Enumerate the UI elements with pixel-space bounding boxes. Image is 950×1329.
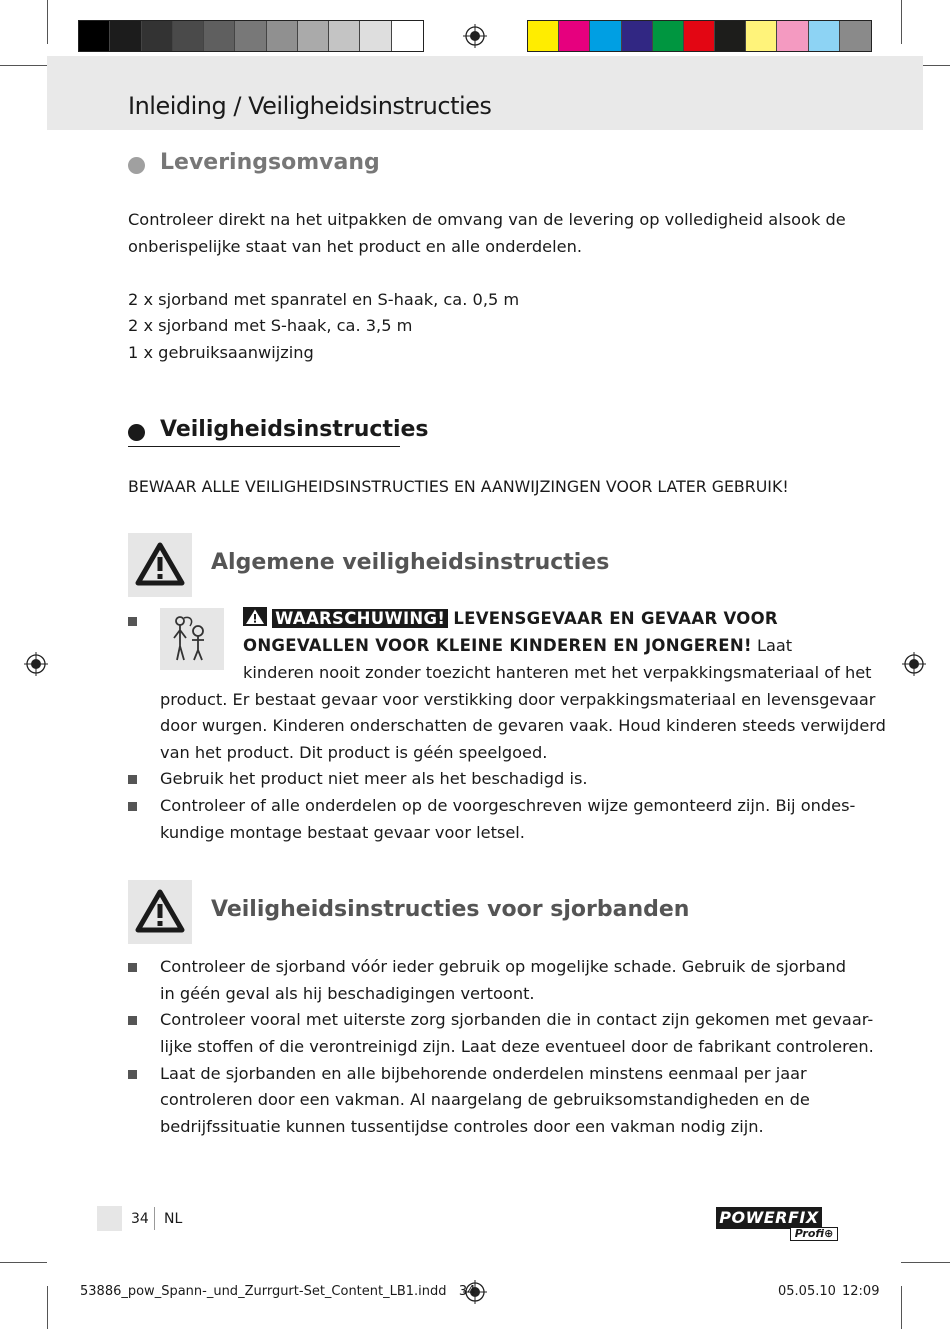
list-item: lijke stoffen of die verontreinigd zijn. Laat deze eventueel door de fabrikant controleren. [160,1037,874,1056]
warning-triangle-icon [128,880,192,944]
footer-page-box [97,1206,122,1231]
list-bullet [128,1070,137,1079]
powerfix-logo [716,1207,838,1241]
paragraph-text: product. Er bestaat gevaar voor verstikking door verpakkingsmateriaal en levensgevaar [160,690,876,709]
crop-mark [0,65,47,66]
paragraph-text: van het product. Dit product is géén speelgoed. [160,743,548,762]
section-bullet-icon [128,424,145,441]
crop-mark [901,1262,950,1263]
color-swatch [590,21,621,51]
slug-date: 05.05.10 [778,1284,836,1299]
crop-mark [47,1286,48,1329]
slug-filename: 53886_pow_Spann-_und_Zurrgurt-Set_Content_LB1.indd 34 [80,1284,476,1299]
registration-mark-icon [463,24,487,48]
list-bullet [128,802,137,811]
registration-mark-icon [24,652,48,676]
warning-triangle-icon [128,533,192,597]
color-swatch [684,21,715,51]
warning-line: ONGEVALLEN VOOR KLEINE KINDEREN EN JONGEREN! [243,636,752,655]
color-swatch [142,21,173,51]
paragraph-text: Laat [756,636,793,655]
brand-sub-text: Profi [794,1227,825,1240]
warning-heading-line [243,606,778,633]
color-swatch [840,21,871,51]
brand-name: POWERFIX [716,1207,822,1229]
registration-mark-icon [902,652,926,676]
color-swatch [622,21,653,51]
levering-item: 2 x sjorband met spanratel en S-haak, ca. 0,5 m [128,290,520,309]
color-swatch [528,21,559,51]
slug-time: 12:09 [842,1284,880,1299]
list-item: kundige montage bestaat gevaar voor letsel. [160,823,525,842]
crop-mark [0,1262,47,1263]
list-bullet [128,775,137,784]
color-swatch [298,21,329,51]
plus-circle-icon: ⊕ [824,1227,834,1240]
section-heading-sjorbanden: Veiligheidsinstructies voor sjorbanden [211,897,690,922]
heading-underline [128,446,400,447]
crop-mark [901,0,902,44]
list-bullet [128,963,137,972]
color-swatch [204,21,235,51]
color-swatch [360,21,391,51]
section-heading-levering: Leveringsomvang [160,150,380,175]
color-swatch [777,21,808,51]
page-title: Inleiding / Veiligheidsinstructies [128,92,492,120]
language-code: NL [164,1211,183,1227]
warning-heading-line [243,633,792,660]
warning-box [128,880,192,944]
grayscale-color-bar [78,20,424,52]
paragraph-text: door wurgen. Kinderen onderschatten de gevaren vaak. Houd kinderen steeds verwijderd [160,716,886,735]
list-bullet [128,617,137,626]
levering-intro-line: onberispelijke staat van het product en alle onderdelen. [128,237,582,256]
color-swatch [746,21,777,51]
color-swatch [715,21,746,51]
section-bullet-icon [128,157,145,174]
list-item: controleren door een vakman. Al naargelang de gebruiksomstandigheden en de [160,1090,810,1109]
warning-label: WAARSCHUWING! [272,609,448,628]
color-swatch [79,21,110,51]
levering-item: 2 x sjorband met S-haak, ca. 3,5 m [128,316,413,335]
warning-small-triangle-icon [243,607,267,626]
warning-line: LEVENSGEVAAR EN GEVAAR VOOR [453,609,778,628]
crop-mark [901,1286,902,1329]
safety-notice: BEWAAR ALLE VEILIGHEIDSINSTRUCTIES EN AANWIJZINGEN VOOR LATER GEBRUIK! [128,477,789,496]
warning-box [128,533,192,597]
brand-sub [790,1227,838,1241]
list-item: Controleer de sjorband vóór ieder gebruik op mogelijke schade. Gebruik de sjorband [160,957,847,976]
color-swatch [809,21,840,51]
color-swatch [653,21,684,51]
section-heading-algemeen: Algemene veiligheidsinstructies [211,550,610,575]
color-swatch [267,21,298,51]
color-swatch [235,21,266,51]
list-item: Controleer vooral met uiterste zorg sjorbanden die in contact zijn gekomen met gevaar- [160,1010,874,1029]
list-item: Gebruik het product niet meer als het beschadigd is. [160,769,588,788]
color-swatch [392,21,423,51]
process-color-bar [527,20,872,52]
list-item: Controleer of alle onderdelen op de voorgeschreven wijze gemonteerd zijn. Bij ondes- [160,796,856,815]
list-bullet [128,1016,137,1025]
children-icon [160,608,224,670]
color-swatch [173,21,204,51]
list-item: bedrijfssituatie kunnen tussentijdse controles door een vakman nodig zijn. [160,1117,764,1136]
color-swatch [329,21,360,51]
color-swatch [559,21,590,51]
section-heading-veiligheid: Veiligheidsinstructies [160,417,429,442]
crop-mark [47,0,48,44]
levering-intro-line: Controleer direkt na het uitpakken de omvang van de levering op volledigheid alsook de [128,210,846,229]
footer-divider [154,1207,155,1230]
list-item: Laat de sjorbanden en alle bijbehorende onderdelen minstens eenmaal per jaar [160,1064,807,1083]
children-warning-box [160,608,224,670]
paragraph-text: kinderen nooit zonder toezicht hanteren met het verpakkingsmateriaal of het [243,663,872,682]
color-swatch [110,21,141,51]
list-item: in géén geval als hij beschadigingen vertoont. [160,984,535,1003]
levering-item: 1 x gebruiksaanwijzing [128,343,314,362]
page-number: 34 [131,1211,149,1227]
